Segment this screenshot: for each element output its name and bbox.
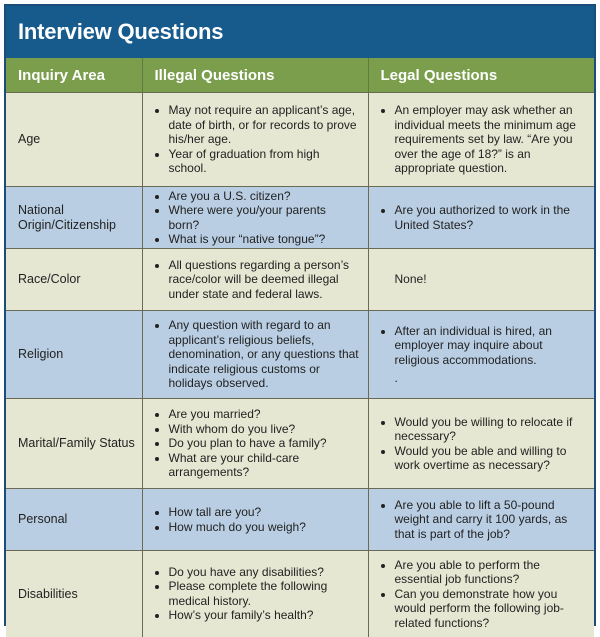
table-row [6, 489, 594, 551]
list-item: • Are you able to perform the essential job functions? [395, 558, 587, 587]
list-item: • May not require an applicant’s age, date of birth, or for records to prove his/her age. [169, 103, 360, 147]
table-row [6, 93, 594, 187]
table-row [6, 551, 594, 637]
table-row [6, 249, 594, 311]
stray-period: . [394, 371, 398, 385]
list-item: • Would you be able and willing to work overtime as necessary? [395, 444, 587, 473]
illegal-questions-cell [142, 551, 368, 637]
legal-questions-cell [368, 399, 594, 489]
list-item: • Are you married? [169, 407, 360, 422]
list-item: • Would you be willing to relocate if necessary? [395, 415, 587, 444]
list-item: • With whom do you live? [169, 422, 360, 437]
list-item: • An employer may ask whether an individual meets the minimum age requirements set by law. “Are you over the age of 18?” is an appropriate question. [395, 103, 587, 176]
legal-questions-cell [368, 489, 594, 551]
inquiry-area-cell: National Origin/Citizenship [6, 187, 142, 249]
illegal-questions-cell [142, 489, 368, 551]
list-item: • Do you plan to have a family? [169, 436, 360, 451]
legal-none-text: None! [394, 272, 427, 287]
inquiry-area-cell: Age [6, 93, 142, 187]
list-item: • Are you able to lift a 50-pound weight and carry it 100 yards, as that is part of the job? [395, 498, 587, 542]
table-row [6, 187, 594, 249]
illegal-questions-cell [142, 93, 368, 187]
inquiry-area-cell: Disabilities [6, 551, 142, 637]
inquiry-area-cell: Religion [6, 311, 142, 399]
list-item: • How tall are you? [169, 505, 360, 520]
list-item: • How much do you weigh? [169, 520, 360, 535]
legal-questions-cell [368, 249, 594, 311]
inquiry-area-cell: Personal [6, 489, 142, 551]
illegal-questions-cell [142, 187, 368, 249]
inquiry-area-cell: Marital/Family Status [6, 399, 142, 489]
table-row [6, 399, 594, 489]
list-item: • Any question with regard to an applicant’s religious beliefs, denomination, or any questions that indicate religious customs or holidays observed. [169, 318, 360, 391]
list-item: • What is your “native tongue”? [169, 232, 360, 247]
list-item: • Year of graduation from high school. [169, 147, 360, 176]
header-inquiry-area: Inquiry Area [6, 58, 142, 93]
illegal-questions-cell [142, 249, 368, 311]
legal-questions-cell [368, 187, 594, 249]
list-item: • What are your child-care arrangements? [169, 451, 360, 480]
list-item: • After an individual is hired, an employer may inquire about religious accommodations. [395, 324, 587, 368]
legal-questions-cell [368, 93, 594, 187]
list-item: • Do you have any disabilities? [169, 565, 360, 580]
inquiry-area-cell: Race/Color [6, 249, 142, 311]
list-item: • Are you a U.S. citizen? [169, 189, 360, 204]
header-legal-questions: Legal Questions [368, 58, 594, 93]
list-item: • How’s your family’s health? [169, 608, 360, 623]
legal-questions-cell [368, 311, 594, 399]
list-item: • Where were you/your parents born? [169, 203, 360, 232]
legal-questions-cell [368, 551, 594, 637]
list-item: • Can you demonstrate how you would perform the following job-related functions? [395, 587, 587, 631]
header-illegal-questions: Illegal Questions [142, 58, 368, 93]
table-row [6, 311, 594, 399]
list-item: • Please complete the following medical history. [169, 579, 360, 608]
interview-questions-panel [4, 4, 596, 630]
table-header-row [6, 58, 594, 93]
list-item: • Are you authorized to work in the United States? [395, 203, 587, 232]
questions-table [6, 58, 594, 637]
page-title: Interview Questions [6, 6, 594, 58]
illegal-questions-cell [142, 311, 368, 399]
illegal-questions-cell [142, 399, 368, 489]
list-item: • All questions regarding a person’s race/color will be deemed illegal under state and federal laws. [169, 258, 360, 302]
